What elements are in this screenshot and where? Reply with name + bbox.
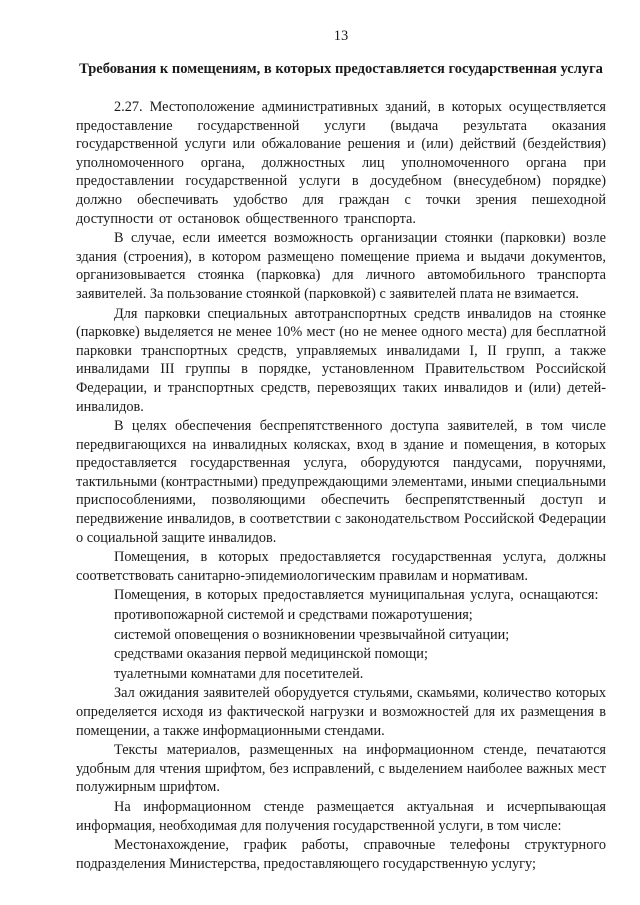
paragraph-accessibility: В целях обеспечения беспрепятственного доступа заявителей, в том числе передвигающихся на инвалидных колясках, вход в здание и помещения, в которых предоставляется государственная услуга, оборудуются пандусами, поручнями, тактильными (контрастными) предупреждающими элементами, иными специальными приспособлениями, позволяющими обеспечить беспрепятственный доступ и передвижение инвалидов, в соответствии с законодательством Российской Федерации о социальной защите инвалидов.	[76, 418, 606, 546]
paragraph-sanitary: Помещения, в которых предоставляется государственная услуга, должны соответствовать санитарно-эпидемиологическим правилам и нормативам.	[76, 549, 606, 584]
paragraph-parking: В случае, если имеется возможность организации стоянки (парковки) возле здания (строения), в котором размещено помещение приема и выдачи документов, организовывается стоянка (парковка) для личного автомобильного транспорта заявителей. За пользование стоянкой (парковкой) с заявителей плата не взимается.	[76, 230, 606, 302]
paragraph-equipment-intro: Помещения, в которых предоставляется муниципальная услуга, оснащаются:	[114, 587, 599, 604]
paragraph-disabled-parking: Для парковки специальных автотранспортных средств инвалидов на стоянке (парковке) выделяется не менее 10% мест (но не менее одного места) для бесплатной парковки транспортных средств, управляемых инвалидами I, II групп, а также инвалидами III группы в порядке, установленном Правительством Российской Федерации, и транспортных средств, перевозящих таких инвалидов и (или) детей-инвалидов.	[76, 305, 606, 415]
list-item: системой оповещения о возникновении чрезвычайной ситуации;	[114, 626, 510, 643]
page-number: 13	[333, 28, 349, 44]
paragraph-location: Местонахождение, график работы, справочные телефоны структурного подразделения Министерства, предоставляющего государственную услугу;	[76, 837, 606, 872]
list-item: средствами оказания первой медицинской помощи;	[114, 646, 428, 663]
section-title: Требования к помещениям, в которых предоставляется государственная услуга	[79, 61, 603, 77]
list-item: противопожарной системой и средствами пожаротушения;	[114, 607, 473, 624]
paragraph-2-27: 2.27. Местоположение административных зданий, в которых осуществляется предоставление государственной услуги (выдача результата оказания государственной услуги или обжалование решения и (или) действий (бездействия) уполномоченного органа, должностных лиц уполномоченного органа при предоставлении государственной услуги в досудебном (внесудебном) порядке) должно обеспечивать удобство для граждан с точки зрения пешеходной доступности от остановок общественного транспорта.	[76, 99, 606, 227]
list-item: туалетными комнатами для посетителей.	[114, 665, 364, 682]
paragraph-stand-info: На информационном стенде размещается актуальная и исчерпывающая информация, необходимая для получения государственной услуги, в том числе:	[76, 798, 606, 834]
paragraph-stand-texts: Тексты материалов, размещенных на информационном стенде, печатаются удобным для чтения шрифтом, без исправлений, с выделением наиболее важных мест полужирным шрифтом.	[76, 742, 606, 796]
paragraph-waiting-hall: Зал ожидания заявителей оборудуется стульями, скамьями, количество которых определяется исходя из фактической нагрузки и возможностей для их размещения в помещении, а также информационными стендами.	[76, 685, 606, 739]
